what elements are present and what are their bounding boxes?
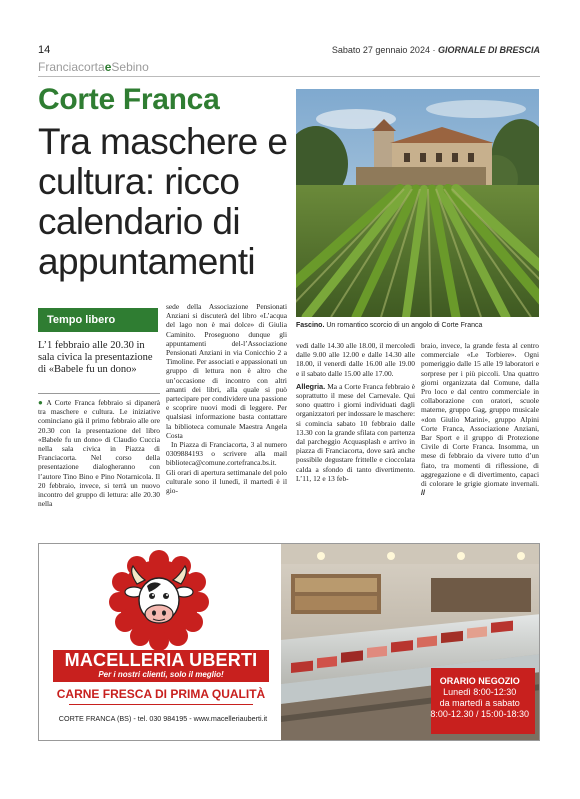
body-text: A Corte Franca febbraio si dipanerà tra maschere e cultura. Le iniziative cominciano già il primo febbraio alle ore 20.30 con la presentazione del libro «Babele fu un dono» di Claudio Cuccia nella sala civica in Piazza di Franciacorta. Nel corso della presentazione dialogheranno con l’autore Tino Bino e Pino Notarnicola. Il 20 febbraio, invece, si terrà un nuovo incontro del gruppo di lettura: alle 20.30 nella bbox=[38, 398, 160, 509]
body-paragraph bbox=[296, 382, 415, 483]
ad-left-panel bbox=[39, 544, 281, 740]
body-column-4 bbox=[421, 341, 539, 497]
article-subhead: L’1 febbraio alle 20.30 in sala civica la presentazione di «Babele fu un dono» bbox=[38, 340, 153, 375]
body-column-1 bbox=[38, 398, 160, 508]
ad-brand-name: MACELLERIA UBERTI bbox=[64, 650, 258, 670]
section-name-part1: Franciacorta bbox=[38, 60, 105, 74]
masthead-separator: · bbox=[432, 45, 436, 55]
issue-date: Sabato 27 gennaio 2024 bbox=[331, 45, 430, 55]
body-column-3 bbox=[296, 341, 415, 483]
ad-slogan: Per i nostri clienti, solo il meglio! bbox=[98, 670, 224, 679]
ad-divider bbox=[69, 704, 253, 705]
page-number: 14 bbox=[38, 44, 51, 56]
section-name bbox=[38, 60, 149, 74]
body-text: braio, invece, la grande festa al centro commerciale «Le Torbiere». Ogni pomeriggio dalle 15 alle 19 laboratori e sorprese per i più piccoli. Una quattro giorni organizzata dal Comune, dalla Pro loco e dal centro commerciale in collaborazione con oratori, scuole materne, gruppo Gag, gruppo musicale «don Giulio Marini», gruppo Alpini Corte Franca, Associazione Anziani, Bar Sport e il gruppo di Protezione Civile di Corte Franca. Insomma, un mese di febbraio da vivere tutto d’un fiato, tra momenti di riflessione, di aggregazione e di divertimento, capaci di colorare le grigie giornate invernali. bbox=[421, 341, 539, 489]
body-paragraph bbox=[421, 341, 539, 497]
section-box-label: Tempo libero bbox=[38, 308, 158, 332]
hours-title: ORARIO NEGOZIO bbox=[439, 676, 520, 686]
section-name-e: e bbox=[104, 60, 112, 74]
hours-line: da martedì a sabato bbox=[439, 698, 520, 708]
ad-opening-hours bbox=[430, 676, 529, 720]
advertisement-macelleria[interactable] bbox=[38, 543, 540, 741]
body-column-2 bbox=[166, 302, 287, 495]
hours-line: 8:00-12.30 / 15:00-18:30 bbox=[430, 709, 529, 719]
vineyard-photo bbox=[296, 89, 539, 317]
article-end-mark: // bbox=[421, 488, 426, 498]
paragraph-lead-bold: Allegria. bbox=[296, 381, 326, 391]
photo-caption-bold: Fascino. bbox=[296, 322, 325, 329]
photo-caption bbox=[296, 322, 539, 329]
vineyard-illustration bbox=[296, 89, 539, 317]
header-rule bbox=[38, 76, 540, 77]
article-headline: Tra maschere e cultura: ricco calendario di appuntamenti bbox=[38, 121, 288, 282]
photo-caption-text: Un romantico scorcio di un angolo di Corte Franca bbox=[326, 322, 483, 329]
article-kicker: Corte Franca bbox=[38, 83, 220, 116]
body-text: Ma a Corte Franca febbraio è soprattutto il mese del Carnevale. Qui sono quattro i giorni individuati dagli organizzatori per indossare le maschere: si comincia sabato 10 febbraio dalle 13.30 con la grande sfilata con partenza dal parcheggio Acquasplash e arrivo in piazza di Franciacorta, dove sarà anche possibile degustare frittelle e cioccolata calda a sfondo di tanto divertimento. L’11, 12 e 13 feb- bbox=[296, 381, 415, 483]
ad-tagline: CARNE FRESCA DI PRIMA QUALITÀ bbox=[56, 687, 266, 701]
body-paragraph: In Piazza di Franciacorta, 3 al numero 0309884193 o scrivere alla mail biblioteca@comune.cortefranca.bs.it. Gli orari di apertura settimanale del polo culturale sono il lunedì, il martedì è il gio- bbox=[166, 440, 287, 496]
cow-logo-icon bbox=[103, 550, 215, 650]
body-paragraph bbox=[38, 398, 160, 508]
masthead-date-line bbox=[332, 45, 540, 55]
ad-brand-banner bbox=[53, 650, 269, 682]
subhead-rule bbox=[38, 393, 160, 394]
newspaper-name: GIORNALE DI BRESCIA bbox=[437, 45, 540, 55]
body-paragraph: vedì dalle 14.30 alle 18.00, il mercoledì dalle 9.00 alle 12.00 e dalle 14.30 alle 18.00, il venerdì dalle 16.00 alle 19.00 e il sabato dalle 15.00 alle 17.00. bbox=[296, 341, 415, 378]
section-name-part2: Sebino bbox=[111, 60, 149, 74]
hours-line: Lunedì 8:00-12:30 bbox=[443, 687, 517, 697]
paragraph-bullet-icon: ● bbox=[38, 398, 45, 407]
ad-contact-info[interactable]: CORTE FRANCA (BS) - tel. 030 984195 - www.macelleriauberti.it bbox=[58, 714, 268, 723]
body-paragraph: sede della Associazione Pensionati Anziani si discuterà del libro «L’acqua del lago non è mai dolce» di Giulia Caminito. Proseguono dunque gli appuntamenti del-l’Associazione Pensionati Anziani in via Conicchio 2 a Timoline. Per associati e appassionati un gruppo di lettura non è altro che un’occasione di incontro con altri amanti dei libri, alla quale si può partecipare per condividere una passione e scoprire nuovi modi di leggere. Per qualsiasi informazione basta contattare la biblioteca comunale Maestra Angela Costa bbox=[166, 302, 287, 440]
